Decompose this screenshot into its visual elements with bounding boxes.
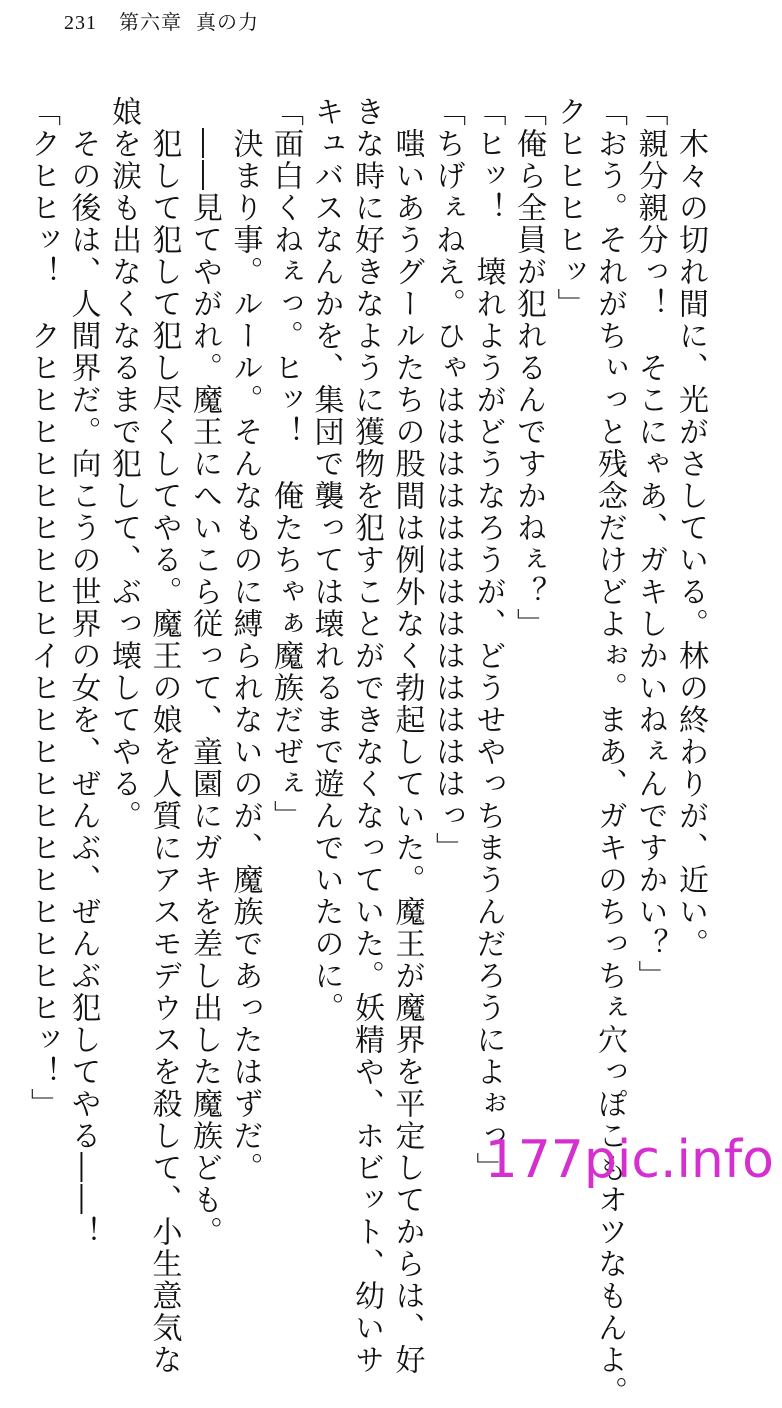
text-line: 「俺ら全員が犯れるんですかねぇ？」 (511, 96, 546, 640)
text-line: きな時に好きなように獲物を犯すことができなくなっていた。妖精や、ホビット、幼いサ (349, 96, 384, 1376)
page-number: 231 (64, 12, 97, 34)
text-line: その後は、人間界だ。向こうの世界の女を、ぜんぶ、ぜんぶ犯してやる――！ (65, 96, 101, 1248)
text-line: 「親分親分っ！ そこにゃあ、ガキしかいねぇんですかい？」 (632, 96, 668, 992)
text-line: 「面白くねぇっ。ヒッ！ 俺たちゃぁ魔族だぜぇ」 (268, 96, 303, 832)
text-line: クヒヒヒヒッ」 (551, 96, 587, 320)
text-line: 「おう。それがちぃっと残念だけどよぉ。まあ、ガキのちっちぇ穴っぽこもオツなもんよ。 (592, 96, 627, 1408)
text-line: 「ヒッ！ 壊れようがどうなろうが、どうせやっちまうんだろうによぉっ」 (470, 96, 506, 1184)
text-line: 「ちげぇねえ。ひゃはははははははははははははっ」 (430, 96, 465, 864)
text-line: 嗤いあうグールたちの股間は例外なく勃起していた。魔王が魔界を平定してからは、好 (389, 96, 425, 1376)
text-line: ――見てやがれ。魔王にへいこら従って、童園にガキを差し出した魔族ども。 (187, 96, 222, 1248)
text-line: 木々の切れ間に、光がさしている。林の終わりが、近い。 (673, 96, 708, 960)
text-line: 「クヒヒッ！ クヒヒヒヒヒヒヒヒヒイヒヒヒヒヒヒヒヒヒヒヒッ！」 (25, 96, 60, 1120)
running-header (64, 6, 259, 46)
watermark-text: 177pic.info (484, 1130, 774, 1190)
text-line: 犯して犯して犯し尽くしてやる。魔王の娘を人質にアスモデウスを殺して、小生意気な (146, 96, 182, 1376)
chapter-title: 真の力 (196, 12, 259, 34)
text-line: キュバスなんかを、集団で襲っては壊れるまで遊んでいたのに。 (308, 96, 344, 1024)
text-line: 決まり事。ルール。そんなものに縛られないのが、魔族であったはずだ。 (227, 96, 263, 1184)
chapter-label: 第六章 (119, 12, 182, 34)
text-line: 娘を涙も出なくなるまで犯して、ぶっ壊してやる。 (106, 96, 141, 832)
